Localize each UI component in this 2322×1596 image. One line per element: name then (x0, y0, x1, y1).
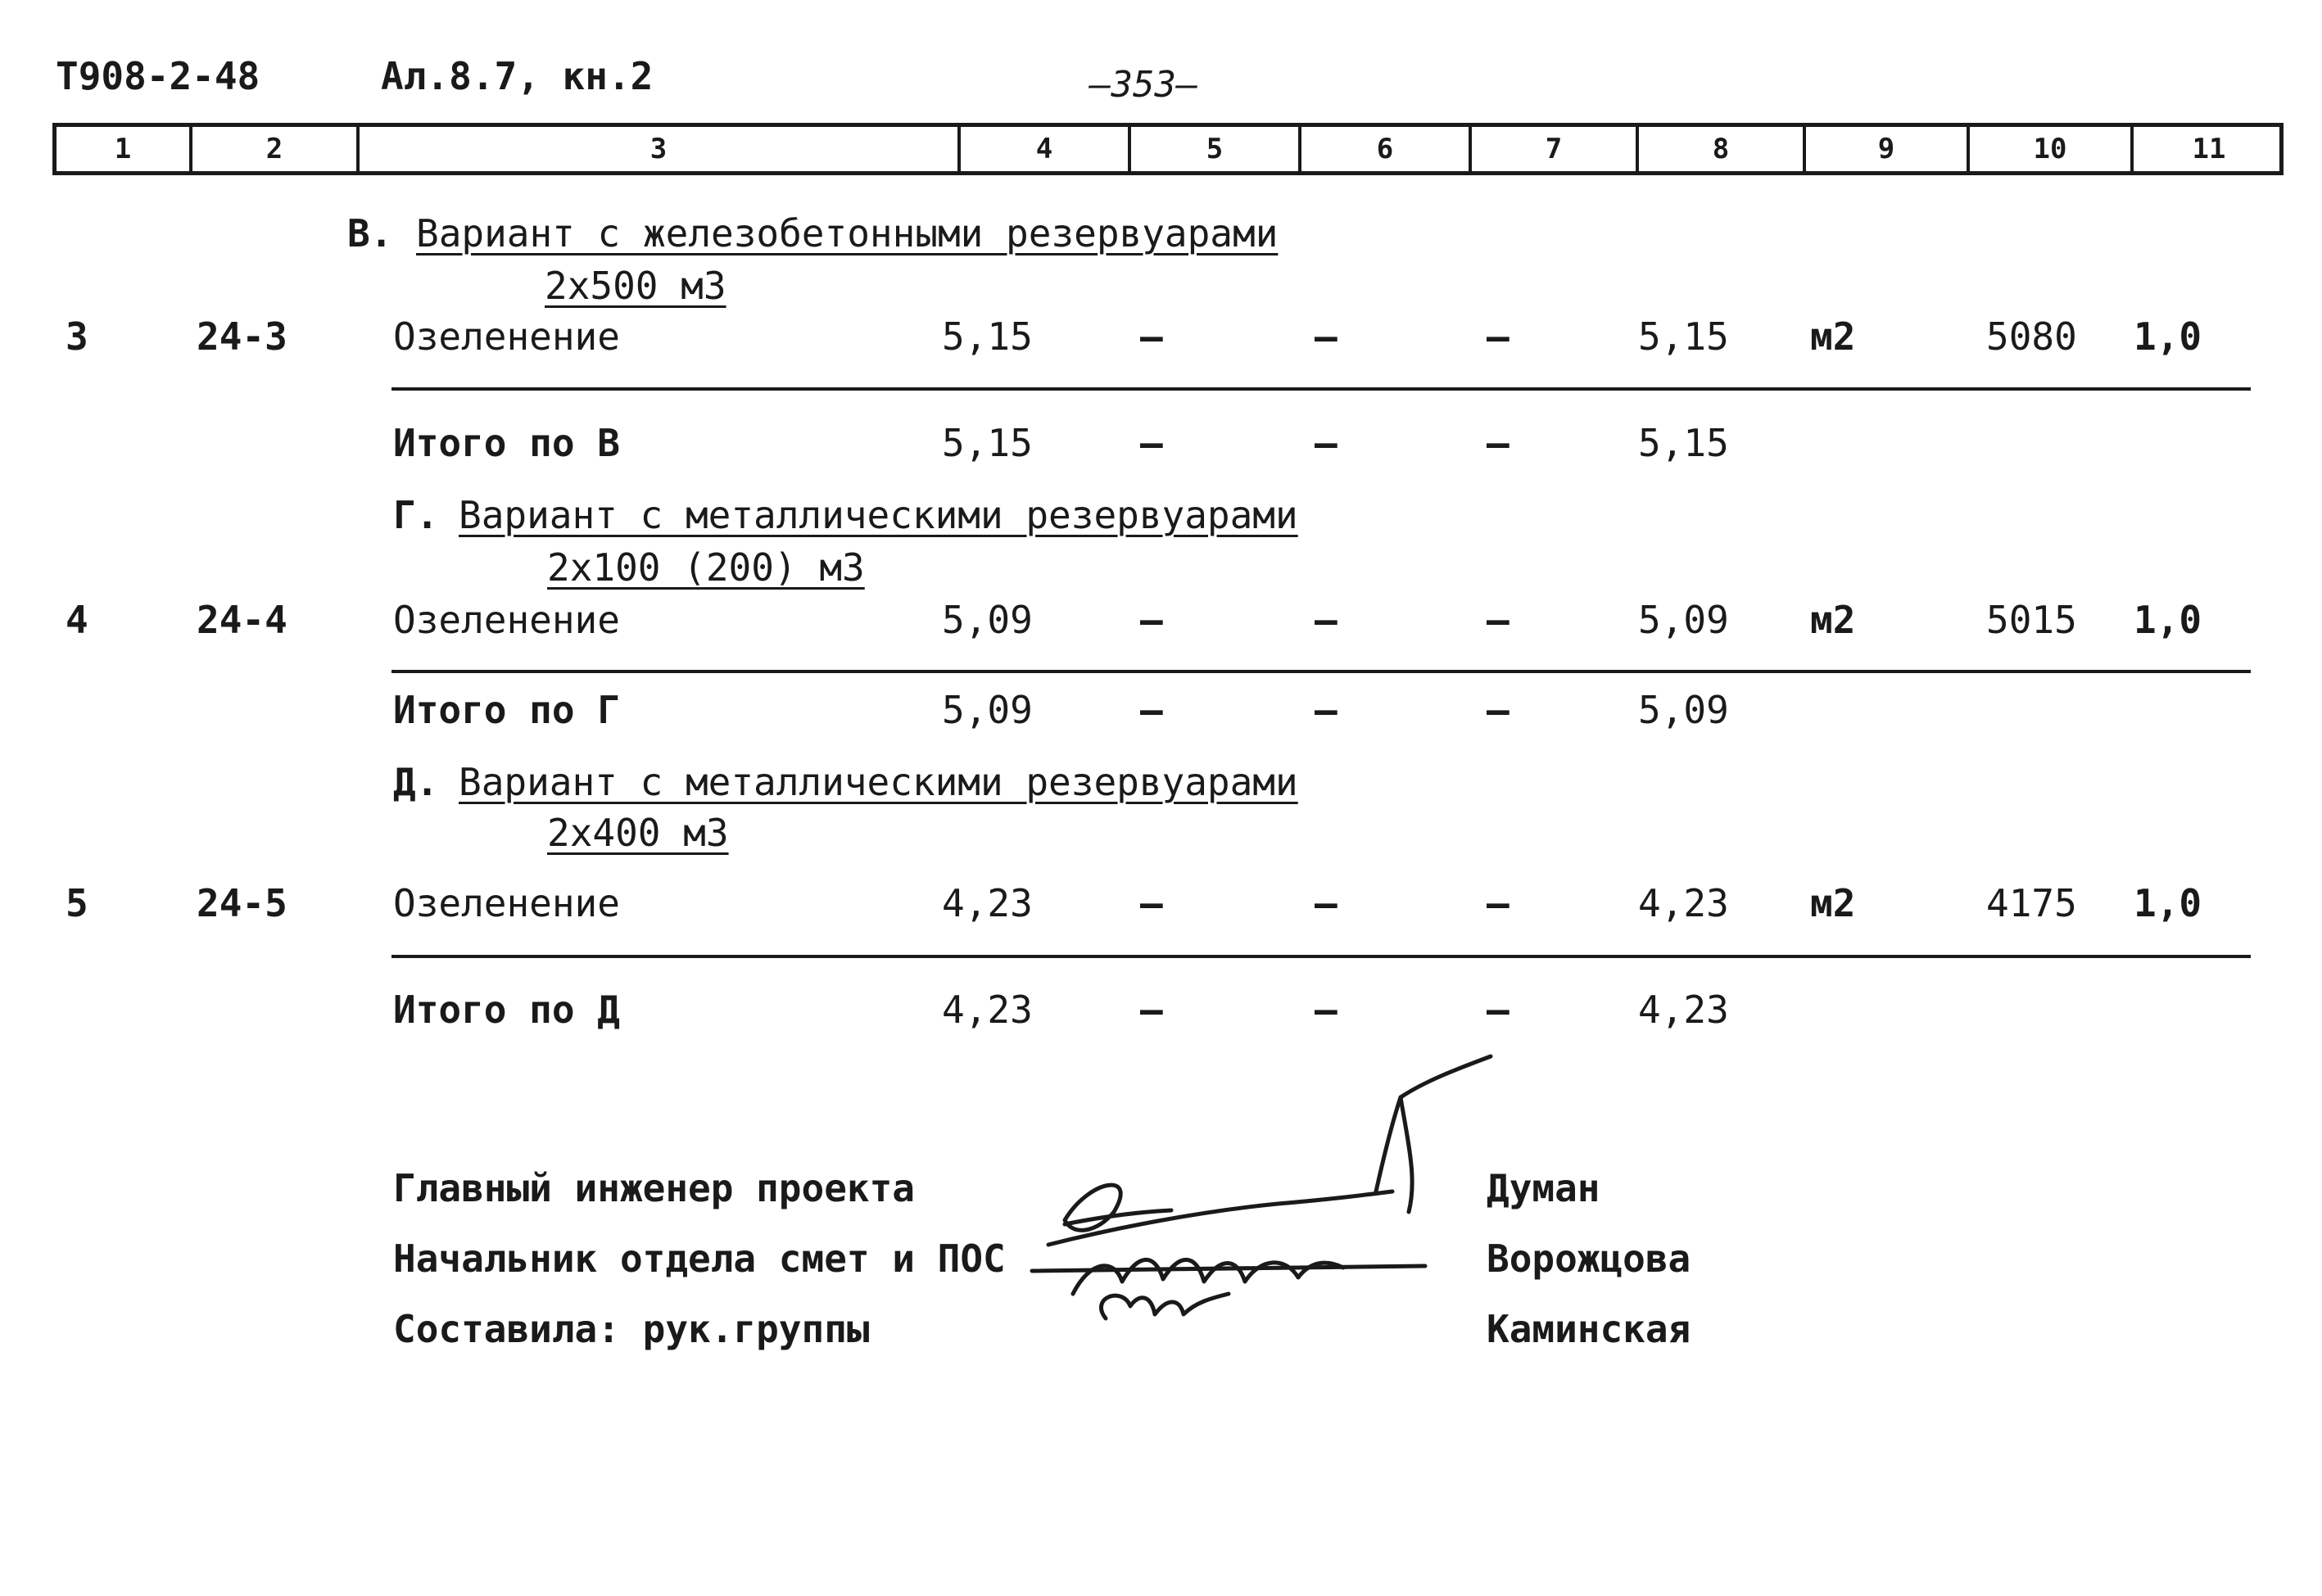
row-code: 24-3 (197, 314, 287, 359)
row-col11: 1,0 (2134, 881, 2202, 925)
row-num: 3 (66, 314, 88, 359)
row-code: 24-5 (197, 881, 287, 925)
row-col10: 5080 (1986, 314, 2077, 359)
row-col10: 5015 (1986, 598, 2077, 642)
col-header-11: 11 (2192, 133, 2226, 165)
col-header-6: 6 (1376, 133, 1394, 165)
signatory-role: Начальник отдела смет и ПОС (393, 1237, 1006, 1281)
col-header-3: 3 (650, 133, 668, 165)
section-title-d: Вариант с металлическими резервуарами (459, 760, 1298, 804)
total-col8: 4,23 (1638, 988, 1729, 1032)
section-divider (392, 670, 2251, 673)
row-col5: – (1140, 881, 1163, 925)
row-col5: – (1140, 314, 1163, 359)
row-col6: – (1315, 314, 1338, 359)
total-label: Итого по Д (393, 988, 620, 1032)
total-col6: – (1315, 688, 1338, 732)
row-col7: – (1487, 314, 1510, 359)
row-code: 24-4 (197, 598, 287, 642)
total-col5: – (1140, 688, 1163, 732)
row-unit: м2 (1810, 881, 1856, 925)
total-label: Итого по Г (393, 688, 620, 732)
section-title-g: Вариант с металлическими резервуарами (459, 493, 1298, 537)
col-header-8: 8 (1712, 133, 1730, 165)
row-num: 4 (66, 598, 88, 642)
total-col7: – (1487, 421, 1510, 465)
signatory-name: Каминская (1487, 1307, 1691, 1351)
row-col6: – (1315, 881, 1338, 925)
signatory-name: Ворожцова (1487, 1237, 1691, 1281)
total-col7: – (1487, 988, 1510, 1032)
section-letter-v: В. (347, 211, 393, 255)
total-col4: 4,23 (942, 988, 1033, 1032)
row-col4: 4,23 (942, 881, 1033, 925)
total-col8: 5,09 (1638, 688, 1729, 732)
row-name: Озеленение (393, 314, 620, 359)
row-col8: 5,15 (1638, 314, 1729, 359)
album-ref: Ал.8.7, кн.2 (381, 54, 654, 98)
handwritten-signatures (1016, 1048, 1507, 1343)
row-col10: 4175 (1986, 881, 2077, 925)
section-subtitle-d: 2х400 м3 (547, 811, 729, 855)
section-subtitle-v: 2х500 м3 (545, 264, 726, 308)
col-header-1: 1 (114, 133, 132, 165)
row-unit: м2 (1810, 598, 1856, 642)
row-col5: – (1140, 598, 1163, 642)
section-title-v: Вариант с железобетонными резервуарами (416, 211, 1279, 255)
total-label: Итого по В (393, 421, 620, 465)
section-subtitle-g: 2х100 (200) м3 (547, 545, 865, 590)
total-col5: – (1140, 988, 1163, 1032)
row-col8: 4,23 (1638, 881, 1729, 925)
col-header-9: 9 (1877, 133, 1895, 165)
total-col4: 5,15 (942, 421, 1033, 465)
section-divider (392, 955, 2251, 958)
signatory-role: Главный инженер проекта (393, 1166, 915, 1210)
row-col4: 5,15 (942, 314, 1033, 359)
total-col6: – (1315, 988, 1338, 1032)
column-header-row (52, 123, 2284, 175)
signatory-role: Составила: рук.группы (393, 1307, 870, 1351)
signatory-name: Думан (1487, 1166, 1600, 1210)
col-header-4: 4 (1035, 133, 1053, 165)
total-col4: 5,09 (942, 688, 1033, 732)
row-col11: 1,0 (2134, 314, 2202, 359)
total-col5: – (1140, 421, 1163, 465)
row-col8: 5,09 (1638, 598, 1729, 642)
col-header-7: 7 (1545, 133, 1563, 165)
row-unit: м2 (1810, 314, 1856, 359)
row-col11: 1,0 (2134, 598, 2202, 642)
col-header-5: 5 (1206, 133, 1224, 165)
col-header-10: 10 (2033, 133, 2067, 165)
section-letter-d: Д. (393, 760, 439, 804)
section-divider (392, 387, 2251, 391)
section-letter-g: Г. (393, 493, 439, 537)
total-col8: 5,15 (1638, 421, 1729, 465)
total-col6: – (1315, 421, 1338, 465)
total-col7: – (1487, 688, 1510, 732)
row-col6: – (1315, 598, 1338, 642)
row-col4: 5,09 (942, 598, 1033, 642)
row-name: Озеленение (393, 881, 620, 925)
row-col7: – (1487, 881, 1510, 925)
row-name: Озеленение (393, 598, 620, 642)
row-col7: – (1487, 598, 1510, 642)
doc-code: Т908-2-48 (56, 54, 260, 98)
col-header-2: 2 (265, 133, 283, 165)
page-number: —353— (1089, 64, 1198, 106)
row-num: 5 (66, 881, 88, 925)
